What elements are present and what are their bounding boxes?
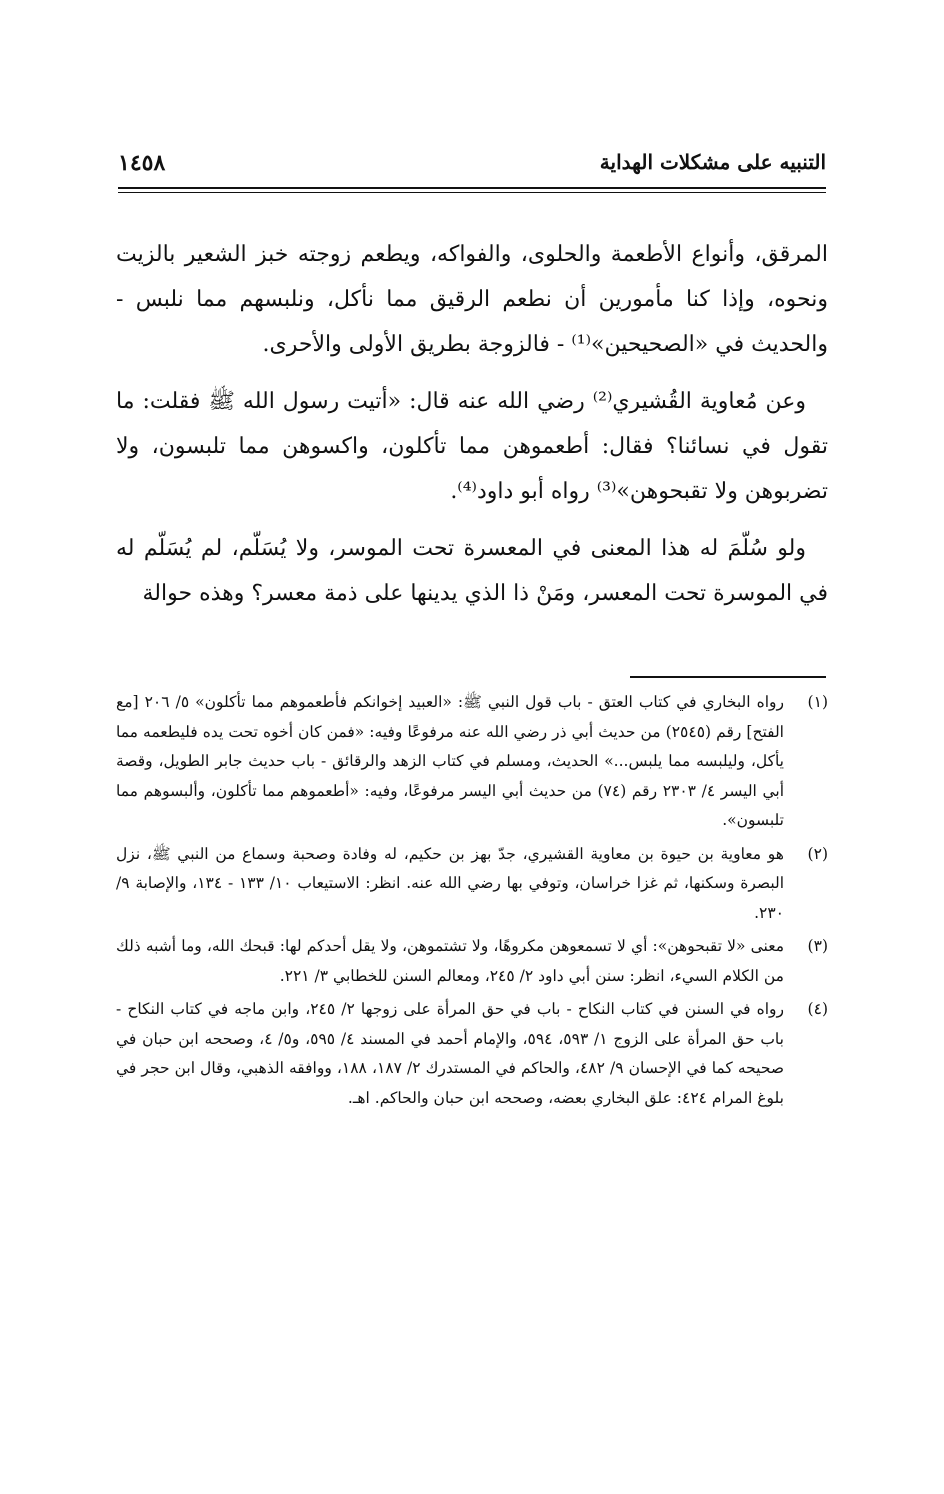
footnote-number: (٣) bbox=[807, 937, 828, 955]
footnote-3 bbox=[116, 932, 828, 991]
footnote-text: هو معاوية بن حيوة بن معاوية القشيري، جدّ بهز بن حكيم، له وفادة وصحبة وسماع من النبي ﷺ، نزل البصرة وسكنها، ثم غزا خراسان، وتوفي بها رضي الله عنه. انظر: الاستيعاب ١٠/ ١٣٣ - ١٣٤، والإصابة ٩/ ٢٣٠. bbox=[116, 844, 785, 922]
main-text bbox=[116, 232, 828, 628]
footnote-number: (٤) bbox=[807, 1000, 828, 1018]
footnote-text: معنى «لا تقبحوهن»: أي لا تسمعوهن مكروهًا، ولا تشتموهن، ولا يقل أحدكم لها: قبحك الله، وما أشبه ذلك من الكلام السيء، انظر: سنن أبي داود ٢/ ٢٤٥، ومعالم السنن للخطابي ٣/ ٢٢١. bbox=[116, 937, 785, 985]
footnote-2 bbox=[116, 840, 828, 929]
footnote-text: رواه في السنن في كتاب النكاح - باب في حق المرأة على زوجها ٢/ ٢٤٥، وابن ماجه في كتاب النكاح - باب حق المرأة على الزوج ١/ ٥٩٣، ٥٩٤، والإمام أحمد في المسند ٤/ ٥٩٥، و٥/ ٤، وصححه ابن حبان في صحيحه كما في الإحسان ٩/ ٤٨٢، والحاكم في المستدرك ٢/ ١٨٧، ١٨٨، ووافقه الذهبي، وقال ابن حجر في بلوغ المرام ٤٢٤: علق البخاري بعضه، وصححه ابن حبان والحاكم. اهـ. bbox=[116, 1000, 784, 1107]
footnote-text: رواه البخاري في كتاب العتق - باب قول النبي ﷺ: «العبيد إخوانكم فأطعموهم مما تأكلون» ٥/ ٢٠٦ [مع الفتح] رقم (٢٥٤٥) من حديث أبي ذر رضي الله عنه مرفوعًا وفيه: «فمن كان أخوه تحت يده فليطعمه مما يأكل، وليلبسه مما يلبس...» الحديث، ومسلم في كتاب الزهد والرقائق - باب حديث جابر الطويل، وقصة أبي اليسر ٤/ ٢٣٠٣ رقم (٧٤) من حديث أبي اليسر مرفوعًا، وفيه: «أطعموهم مما تأكلون، وألبسوهم مما تلبسون». bbox=[116, 693, 785, 829]
header-rule-thick bbox=[118, 187, 826, 189]
footnote-number: (٢) bbox=[807, 844, 828, 863]
footnote-4 bbox=[116, 995, 828, 1113]
header-rule-thin bbox=[118, 192, 826, 193]
footnote-separator bbox=[630, 676, 826, 678]
body-paragraph-2: وعن مُعاوية القُشيري⁽²⁾ رضي الله عنه قال: «أتيت رسول الله ﷺ فقلت: ما تقول في نسائنا؟ فقال: أطعموهن مما تأكلون، واكسوهن مما تلبسون، ولا تضربوهن ولا تقبحوهن»⁽³⁾ رواه أبو داود⁽⁴⁾. bbox=[116, 389, 828, 504]
body-paragraph-1: المرقق، وأنواع الأطعمة والحلوى، والفواكه، ويطعم زوجته خبز الشعير بالزيت ونحوه، وإذا كنا مأمورين أن نطعم الرقيق مما نأكل، ونلبسهم مما نلبس - والحديث في «الصحيحين»⁽¹⁾ - فالزوجة بطريق الأولى والأحرى. bbox=[116, 242, 828, 357]
running-title: التنبيه على مشكلات الهداية bbox=[599, 150, 826, 174]
footnotes bbox=[116, 688, 828, 1117]
footnote-1 bbox=[116, 688, 828, 836]
footnote-number: (١) bbox=[807, 693, 828, 711]
running-header bbox=[118, 150, 826, 180]
page-number: ١٤٥٨ bbox=[118, 150, 166, 176]
body-paragraph-3: ولو سُلّمَ له هذا المعنى في المعسرة تحت الموسر، ولا يُسَلّم، لم يُسَلّم له في الموسرة تحت المعسر، ومَنْ ذا الذي يدينها على ذمة معسر؟ وهذه حوالة bbox=[116, 536, 828, 606]
